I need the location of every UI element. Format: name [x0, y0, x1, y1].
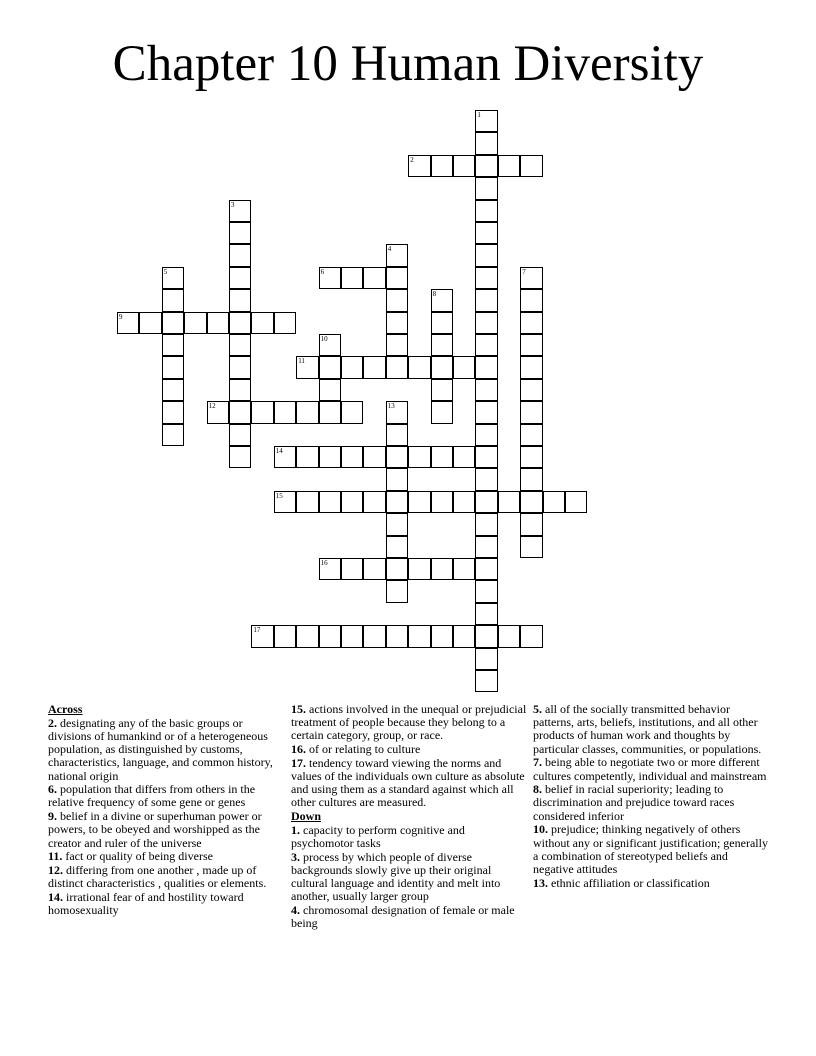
grid-cell[interactable] [475, 648, 497, 670]
grid-cell[interactable] [475, 401, 497, 423]
grid-cell[interactable] [453, 155, 475, 177]
clue-across-17: 17. tendency toward viewing the norms and values of the individuals own culture as absolute and using them as a standard against which all other cultures are measured. [291, 755, 525, 810]
grid-cell[interactable] [229, 244, 251, 266]
grid-cell[interactable] [475, 558, 497, 580]
cell-number: 11 [298, 357, 305, 366]
grid-cell[interactable] [296, 625, 318, 647]
grid-cell[interactable] [319, 267, 341, 289]
grid-cell[interactable] [229, 446, 251, 468]
clue-across-14: 14. irrational fear of and hostility toward homosexuality [48, 889, 244, 918]
grid-cell[interactable] [319, 356, 341, 378]
grid-cell[interactable] [475, 200, 497, 222]
grid-cell[interactable] [431, 356, 453, 378]
grid-cell[interactable] [475, 155, 497, 177]
grid-cell[interactable] [475, 379, 497, 401]
cell-number: 17 [253, 626, 261, 635]
clue-across-15: 15. actions involved in the unequal or prejudicial treatment of people because they belong to a certain category, group, or race. [291, 702, 527, 743]
grid-cell[interactable] [431, 289, 453, 311]
grid-cell[interactable] [319, 625, 341, 647]
clues-column-1 [48, 703, 284, 918]
grid-cell[interactable] [386, 491, 408, 513]
grid-cell[interactable] [162, 334, 184, 356]
grid-cell[interactable] [319, 401, 341, 423]
grid-cell[interactable] [162, 312, 184, 334]
grid-cell[interactable] [453, 356, 475, 378]
grid-cell[interactable] [363, 558, 385, 580]
clue-down-3: 3. process by which people of diverse backgrounds slowly give up their original cultural language and identity and melt into another, usually larger group [291, 849, 501, 904]
grid-cell[interactable] [520, 491, 542, 513]
grid-cell[interactable] [453, 446, 475, 468]
grid-cell[interactable] [229, 424, 251, 446]
grid-cell[interactable] [319, 379, 341, 401]
grid-cell[interactable] [475, 424, 497, 446]
grid-cell[interactable] [408, 558, 430, 580]
cell-number: 9 [119, 312, 123, 321]
grid-cell[interactable] [229, 379, 251, 401]
cell-number: 8 [432, 290, 437, 299]
cell-number: 13 [387, 402, 395, 411]
grid-cell[interactable] [520, 267, 542, 289]
grid-cell[interactable] [341, 401, 363, 423]
grid-cell[interactable] [386, 244, 408, 266]
grid-cell[interactable] [207, 401, 229, 423]
grid-cell[interactable] [431, 334, 453, 356]
grid-cell[interactable] [229, 334, 251, 356]
grid-cell[interactable] [319, 558, 341, 580]
grid-cell[interactable] [251, 312, 273, 334]
clue-across-12: 12. differing from one another , made up of distinct characteristics , qualities or elements. [48, 862, 267, 891]
grid-cell[interactable] [431, 446, 453, 468]
grid-cell[interactable] [341, 446, 363, 468]
grid-cell[interactable] [498, 491, 520, 513]
grid-cell[interactable] [386, 468, 408, 490]
clue-down-1: 1. capacity to perform cognitive and psychomotor tasks [291, 822, 465, 851]
grid-cell[interactable] [431, 625, 453, 647]
grid-cell[interactable] [520, 312, 542, 334]
grid-cell[interactable] [319, 334, 341, 356]
grid-cell[interactable] [453, 558, 475, 580]
grid-cell[interactable] [386, 356, 408, 378]
grid-cell[interactable] [520, 334, 542, 356]
grid-cell[interactable] [319, 446, 341, 468]
cell-number: 2 [410, 155, 414, 164]
grid-cell[interactable] [229, 289, 251, 311]
clue-across-9: 9. belief in a divine or superhuman power or powers, to be obeyed and worshipped as the creator and ruler of the universe [48, 809, 262, 850]
cell-number: 4 [387, 245, 392, 254]
cell-number: 12 [208, 402, 216, 411]
cell-number: 16 [320, 559, 328, 567]
grid-cell[interactable] [498, 625, 520, 647]
grid-cell[interactable] [229, 222, 251, 244]
grid-cell[interactable] [543, 491, 565, 513]
clue-across-11: 11. fact or quality of being diverse [48, 849, 213, 864]
grid-cell[interactable] [229, 356, 251, 378]
grid-cell[interactable] [408, 155, 430, 177]
grid-cell[interactable] [475, 491, 497, 513]
grid-cell[interactable] [341, 625, 363, 647]
grid-cell[interactable] [386, 424, 408, 446]
cell-number: 6 [320, 267, 325, 276]
grid-cell[interactable] [498, 155, 520, 177]
grid-cell[interactable] [341, 267, 363, 289]
grid-cell[interactable] [431, 155, 453, 177]
grid-cell[interactable] [162, 401, 184, 423]
grid-cell[interactable] [386, 401, 408, 423]
grid-cell[interactable] [229, 401, 251, 423]
clue-across-16: 16. of or relating to culture [291, 742, 421, 757]
cell-number: 5 [163, 267, 168, 276]
grid-cell[interactable] [520, 513, 542, 535]
clue-down-5: 5. all of the socially transmitted behavior patterns, arts, beliefs, institutions, and all other products of human work and thoughts by particular classes, communities, or populations. [533, 702, 762, 756]
grid-cell[interactable] [386, 267, 408, 289]
cell-number: 3 [231, 200, 235, 209]
grid-cell[interactable] [475, 177, 497, 199]
down-heading: Down [291, 809, 322, 824]
grid-cell[interactable] [296, 401, 318, 423]
grid-cell[interactable] [162, 379, 184, 401]
grid-cell[interactable] [296, 356, 318, 378]
grid-cell[interactable] [251, 401, 273, 423]
cell-number: 10 [320, 335, 328, 343]
grid-cell[interactable] [386, 625, 408, 647]
grid-cell[interactable] [229, 267, 251, 289]
grid-cell[interactable] [431, 379, 453, 401]
clues-column-2 [291, 703, 527, 931]
grid-cell[interactable] [386, 334, 408, 356]
grid-cell[interactable] [229, 312, 251, 334]
grid-cell[interactable] [475, 536, 497, 558]
grid-cell[interactable] [274, 491, 296, 513]
grid-cell[interactable] [274, 446, 296, 468]
grid-cell[interactable] [408, 625, 430, 647]
grid-cell[interactable] [475, 132, 497, 154]
cell-number: 14 [275, 447, 283, 455]
grid-cell[interactable] [386, 513, 408, 535]
clues-column-3 [533, 703, 769, 890]
clue-down-13: 13. ethnic affiliation or classification [533, 875, 710, 890]
grid-cell[interactable] [363, 446, 385, 468]
grid-cell[interactable] [341, 356, 363, 378]
grid-cell[interactable] [520, 289, 542, 311]
grid-cell[interactable] [520, 536, 542, 558]
grid-cell[interactable] [520, 401, 542, 423]
grid-cell[interactable] [520, 356, 542, 378]
grid-cell[interactable] [363, 625, 385, 647]
grid-cell[interactable] [475, 513, 497, 535]
grid-cell[interactable] [408, 446, 430, 468]
grid-cell[interactable] [363, 491, 385, 513]
grid-cell[interactable] [431, 401, 453, 423]
grid-cell[interactable] [520, 446, 542, 468]
grid-cell[interactable] [475, 267, 497, 289]
clue-down-8: 8. belief in racial superiority; leading to discrimination and prejudice toward races considered inferior [533, 782, 735, 823]
grid-cell[interactable] [520, 625, 542, 647]
grid-cell[interactable] [565, 491, 587, 513]
grid-cell[interactable] [296, 446, 318, 468]
grid-cell[interactable] [475, 334, 497, 356]
grid-cell[interactable] [341, 491, 363, 513]
grid-cell[interactable] [431, 312, 453, 334]
grid-cell[interactable] [117, 312, 139, 334]
grid-cell[interactable] [386, 312, 408, 334]
grid-cell[interactable] [229, 200, 251, 222]
grid-cell[interactable] [274, 401, 296, 423]
grid-cell[interactable] [475, 580, 497, 602]
grid-cell[interactable] [251, 625, 273, 647]
cell-number: 7 [522, 267, 526, 276]
grid-cell[interactable] [475, 625, 497, 647]
grid-cell[interactable] [431, 491, 453, 513]
grid-cell[interactable] [363, 356, 385, 378]
grid-cell[interactable] [475, 356, 497, 378]
grid-cell[interactable] [162, 424, 184, 446]
grid-cell[interactable] [475, 312, 497, 334]
clue-down-10: 10. prejudice; thinking negatively of others without any or significant justification; generally a combination of stereotyped beliefs and negative attitudes [533, 822, 768, 876]
grid-cell[interactable] [475, 289, 497, 311]
grid-cell[interactable] [341, 558, 363, 580]
grid-cell[interactable] [319, 491, 341, 513]
grid-cell[interactable] [520, 379, 542, 401]
grid-cell[interactable] [386, 289, 408, 311]
grid-cell[interactable] [386, 446, 408, 468]
grid-cell[interactable] [386, 580, 408, 602]
grid-cell[interactable] [520, 468, 542, 490]
grid-cell[interactable] [139, 312, 161, 334]
grid-cell[interactable] [475, 468, 497, 490]
grid-cell[interactable] [475, 670, 497, 692]
grid-cell[interactable] [453, 491, 475, 513]
cell-number: 15 [275, 491, 283, 500]
across-heading: Across [48, 702, 83, 716]
grid-cell[interactable] [453, 625, 475, 647]
grid-cell[interactable] [162, 356, 184, 378]
clue-down-7: 7. being able to negotiate two or more different cultures competently, individual and mainstream [533, 755, 767, 783]
clue-across-2: 2. designating any of the basic groups or divisions of humankind or of a heterogeneous population, as distinguished by customs, characteristics, language, and common history, national origin [48, 715, 273, 783]
grid-cell[interactable] [274, 625, 296, 647]
grid-cell[interactable] [431, 558, 453, 580]
clue-across-6: 6. population that differs from others in the relative frequency of some gene or genes [48, 782, 256, 810]
grid-cell[interactable] [274, 312, 296, 334]
grid-cell[interactable] [184, 312, 206, 334]
grid-cell[interactable] [475, 244, 497, 266]
grid-cell[interactable] [162, 267, 184, 289]
grid-cell[interactable] [520, 424, 542, 446]
grid-cell[interactable] [475, 222, 497, 244]
grid-cell[interactable] [408, 491, 430, 513]
grid-cell[interactable] [363, 267, 385, 289]
grid-cell[interactable] [386, 536, 408, 558]
grid-cell[interactable] [162, 289, 184, 311]
grid-cell[interactable] [475, 110, 497, 132]
grid-cell[interactable] [520, 155, 542, 177]
grid-cell[interactable] [296, 491, 318, 513]
clue-down-4: 4. chromosomal designation of female or male being [291, 903, 515, 931]
grid-cell[interactable] [475, 446, 497, 468]
cell-number: 1 [477, 111, 481, 119]
grid-cell[interactable] [386, 558, 408, 580]
page-title: Chapter 10 Human Diversity [112, 36, 704, 92]
grid-cell[interactable] [475, 603, 497, 625]
grid-cell[interactable] [408, 356, 430, 378]
grid-cell[interactable] [207, 312, 229, 334]
